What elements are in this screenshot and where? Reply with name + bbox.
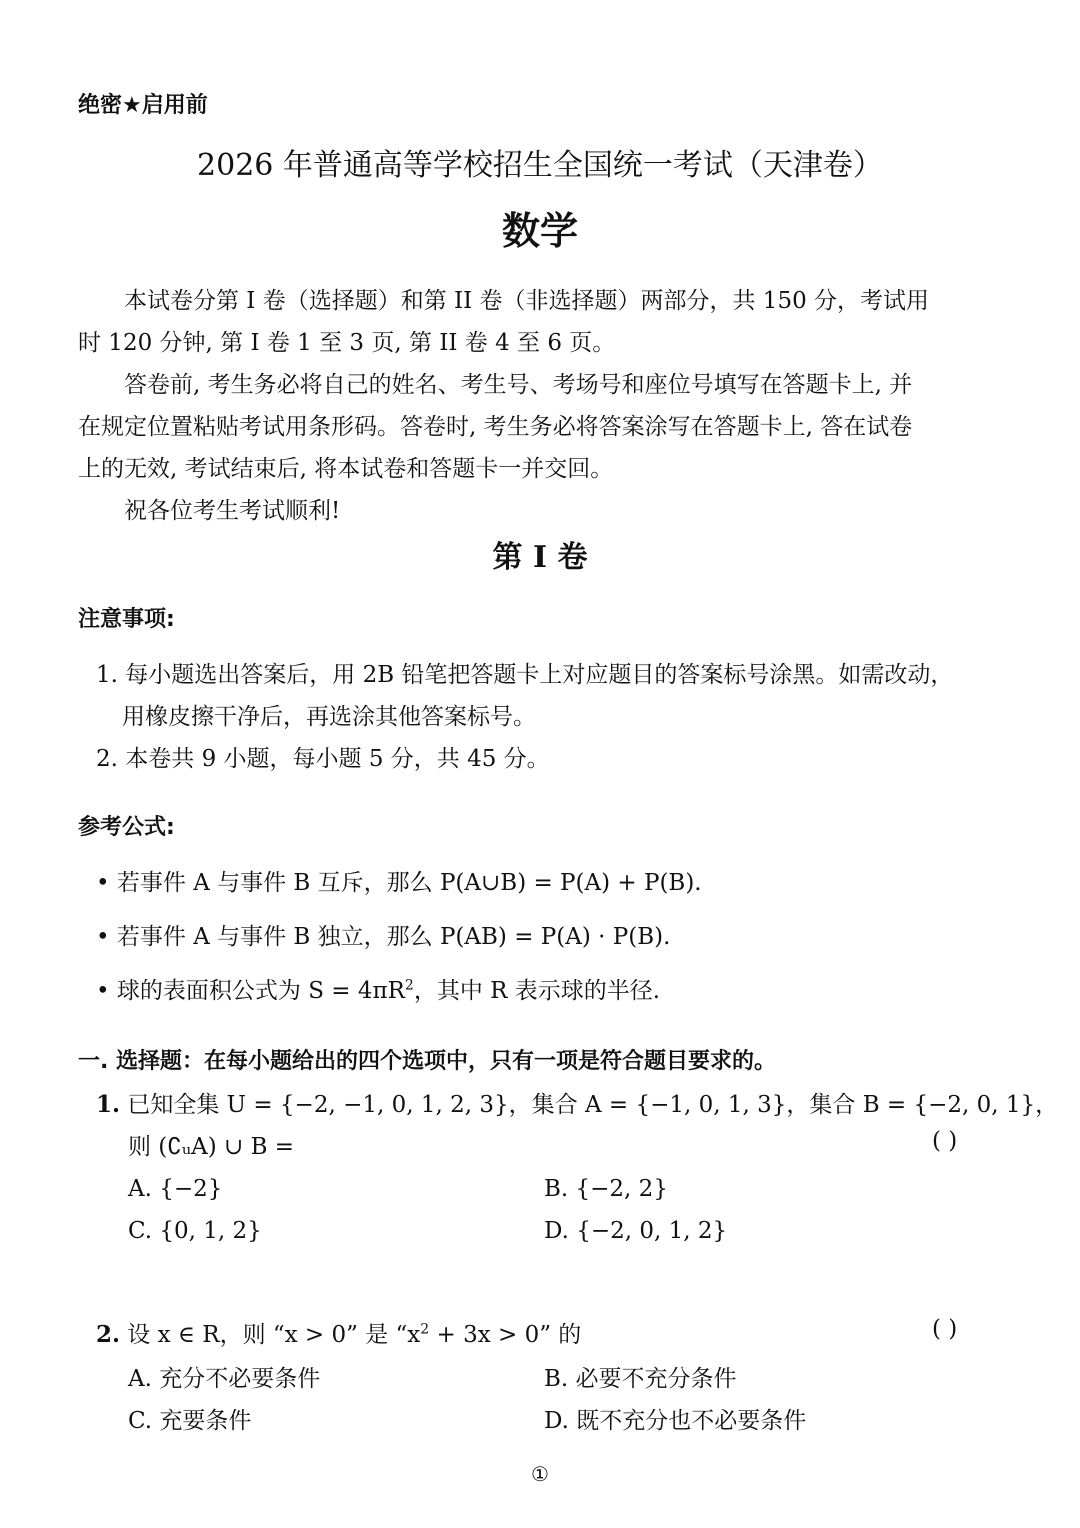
answer-paren: ( ) <box>932 1128 958 1154</box>
intro-line: 上的无效, 考试结束后, 将本试卷和答题卡一并交回。 <box>78 456 614 482</box>
option-c: C. {0, 1, 2} <box>128 1218 262 1244</box>
intro-line: 本试卷分第 I 卷（选择题）和第 II 卷（非选择题）两部分，共 150 分，考试用 <box>124 288 930 314</box>
question-1-stem <box>96 1086 1058 1119</box>
subject-title: 数学 <box>501 209 578 253</box>
exam-title: 2026 年普通高等学校招生全国统一考试（天津卷） <box>197 148 883 183</box>
formula-bullet-2 <box>96 918 670 951</box>
intro-paragraph-3 <box>78 490 1008 532</box>
volume-title: 第 I 卷 <box>492 540 588 575</box>
question-exponent: 2 <box>420 1321 430 1338</box>
formula-text: 球的表面积公式为 S = 4πR <box>116 978 405 1004</box>
question-1-stem-cont: 则 (∁ᵤA) ∪ B = <box>128 1134 295 1160</box>
answer-paren: ( ) <box>932 1316 958 1342</box>
note-item-2: 2. 本卷共 9 小题，每小题 5 分，共 45 分。 <box>96 746 550 772</box>
formula-bullet-3 <box>96 972 660 1005</box>
formula-bullet-1 <box>96 864 702 897</box>
option-b: B. 必要不充分条件 <box>544 1366 737 1392</box>
intro-line: 答卷前, 考生务必将自己的姓名、考生号、考场号和座位号填写在答题卡上, 并 <box>124 372 913 398</box>
intro-paragraph-2 <box>78 364 1008 490</box>
intro-paragraph-1 <box>78 280 1008 364</box>
intro-line: 在规定位置粘贴考试用条形码。答卷时, 考生务必将答案涂写在答题卡上, 答在试卷 <box>78 414 913 440</box>
bullet-dot-icon: • <box>96 978 117 1004</box>
good-luck-line: 祝各位考生考试顺利! <box>124 498 341 524</box>
formula-text: 若事件 A 与事件 B 独立，那么 P(AB) = P(A) · P(B). <box>116 924 671 950</box>
option-a: A. 充分不必要条件 <box>128 1366 321 1392</box>
intro-line: 时 120 分钟, 第 I 卷 1 至 3 页, 第 II 卷 4 至 6 页。 <box>78 330 616 356</box>
notes-heading: 注意事项: <box>78 607 175 632</box>
note-item-1-cont: 用橡皮擦干净后，再选涂其他答案标号。 <box>122 704 536 730</box>
option-d: D. {−2, 0, 1, 2} <box>544 1218 728 1244</box>
formula-text: 若事件 A 与事件 B 互斥，那么 P(A∪B) = P(A) + P(B). <box>116 870 702 896</box>
note-item-1: 1. 每小题选出答案后，用 2B 铅笔把答题卡上对应题目的答案标号涂黑。如需改动， <box>96 662 954 688</box>
confidential-label: 绝密★启用前 <box>78 93 208 118</box>
option-a: A. {−2} <box>128 1176 223 1202</box>
question-number: 2. <box>96 1321 121 1348</box>
bullet-dot-icon: • <box>96 924 117 950</box>
question-text: + 3x > 0” 的 <box>429 1322 582 1348</box>
formula-text: ，其中 R 表示球的半径. <box>413 978 661 1004</box>
question-text: 设 x ∈ R，则 “x > 0” 是 “x <box>127 1322 421 1348</box>
option-b: B. {−2, 2} <box>544 1176 668 1202</box>
page-number: ① <box>531 1462 549 1486</box>
formulas-heading: 参考公式: <box>78 815 175 840</box>
option-d: D. 既不充分也不必要条件 <box>544 1408 807 1434</box>
bullet-dot-icon: • <box>96 870 117 896</box>
formula-exponent: 2 <box>404 977 414 994</box>
option-c: C. 充要条件 <box>128 1408 252 1434</box>
question-number: 1. <box>96 1091 121 1118</box>
question-2-stem <box>96 1316 581 1349</box>
section-1-heading: 一. 选择题：在每小题给出的四个选项中，只有一项是符合题目要求的。 <box>78 1049 777 1074</box>
question-text: 已知全集 U = {−2, −1, 0, 1, 2, 3}，集合 A = {−1, 0, 1, 3}，集合 B = {−2, 0, 1}， <box>127 1092 1059 1118</box>
